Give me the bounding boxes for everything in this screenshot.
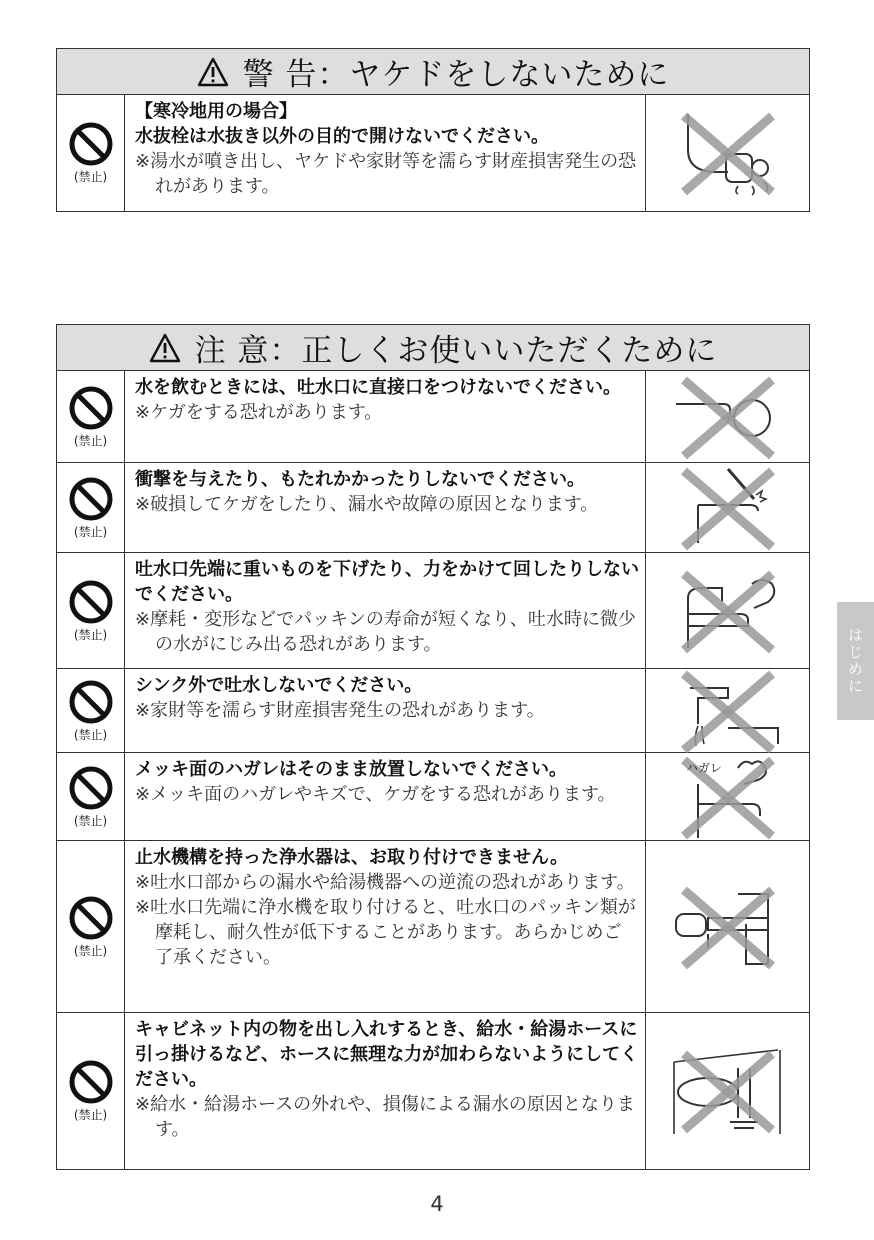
instruction-heading: メッキ面のハガレはそのまま放置しないでください。	[135, 759, 567, 780]
page-number: 4	[430, 1192, 444, 1216]
prohibition-icon	[68, 895, 114, 941]
caution-row	[57, 1013, 809, 1169]
prohibition-icon-cell	[57, 1013, 125, 1169]
outside-sink-prohibited-illustration	[668, 668, 788, 754]
section-side-tab[interactable]: はじめに	[837, 602, 874, 720]
instruction-text	[125, 95, 645, 211]
illustration-cell	[645, 841, 809, 1012]
illustration-cell	[645, 371, 809, 462]
prohibition-icon-cell	[57, 371, 125, 462]
prohibition-icon	[68, 385, 114, 431]
prohibition-icon-cell	[57, 463, 125, 552]
caution-header-text: 注 意：正しくお使いいただくために	[194, 333, 718, 369]
caution-row	[57, 463, 809, 553]
caution-triangle-icon	[149, 333, 181, 363]
prohibited-label: (禁止)	[73, 943, 108, 958]
caution-row	[57, 553, 809, 669]
warning-triangle-icon	[197, 57, 229, 87]
prohibition-icon-cell	[57, 669, 125, 752]
illustration-cell	[645, 95, 809, 211]
instruction-note: ※湯水が噴き出し、ヤケドや家財等を濡らす財産損害発生の恐れがあります。	[135, 151, 637, 197]
caution-box	[56, 324, 810, 1170]
instruction-note: ※破損してケガをしたり、漏水や故障の原因となります。	[135, 494, 599, 515]
caution-row	[57, 753, 809, 841]
prohibition-icon-cell	[57, 841, 125, 1012]
drinking-from-spout-prohibited-illustration	[668, 374, 788, 460]
illustration-cell	[645, 669, 809, 752]
instruction-heading: 水抜栓は水抜き以外の目的で開けないでください。	[135, 126, 549, 147]
illustration-cell	[645, 553, 809, 668]
hanging-weight-prohibited-illustration	[668, 568, 788, 654]
prohibited-label: (禁止)	[73, 813, 108, 828]
instruction-note: ※吐水口部からの漏水や給湯機器への逆流の恐れがあります。	[135, 872, 635, 893]
prohibition-icon	[68, 765, 114, 811]
prohibition-icon	[68, 476, 114, 522]
warning-box	[56, 48, 810, 212]
prohibition-icon-cell	[57, 95, 125, 211]
instruction-text	[125, 669, 645, 752]
instruction-heading: 水を飲むときには、吐水口に直接口をつけないでください。	[135, 377, 621, 398]
instruction-text	[125, 463, 645, 552]
prohibition-icon	[68, 121, 114, 167]
caution-row	[57, 841, 809, 1013]
instruction-text	[125, 553, 645, 668]
caution-header	[57, 325, 809, 371]
caution-row	[57, 371, 809, 463]
prohibited-label: (禁止)	[73, 1108, 108, 1122]
prohibition-icon	[68, 579, 114, 625]
instruction-note: ※摩耗・変形などでパッキンの寿命が短くなり、吐水時に微少の水がにじみ出る恐れがあります。	[135, 609, 636, 655]
warning-row	[57, 95, 809, 211]
instruction-heading: 【寒冷地用の場合】	[135, 101, 297, 122]
water-purifier-prohibited-illustration	[668, 884, 788, 970]
prohibition-icon-cell	[57, 753, 125, 840]
instruction-note: ※給水・給湯ホースの外れや、損傷による漏水の原因となります。	[135, 1094, 635, 1140]
prohibition-icon-cell	[57, 553, 125, 668]
impact-prohibited-illustration	[668, 465, 788, 551]
prohibited-label: (禁止)	[73, 524, 108, 539]
instruction-heading: キャビネット内の物を出し入れするとき、給水・給湯ホースに引っ掛けるなど、ホースに無理な力が加わらないようにしてください。	[135, 1019, 639, 1090]
warning-header-text: 警 告：ヤケドをしないために	[242, 57, 670, 93]
instruction-heading: 止水機構を持った浄水器は、お取り付けできません。	[135, 847, 569, 868]
prohibition-icon	[68, 679, 114, 725]
instruction-note: ※ケガをする恐れがあります。	[135, 402, 383, 423]
prohibited-label: (禁止)	[73, 170, 108, 184]
prohibited-label: (禁止)	[73, 433, 108, 448]
instruction-heading: 衝撃を与えたり、もたれかかったりしないでください。	[135, 469, 585, 490]
instruction-text	[125, 1013, 645, 1169]
instruction-note: ※メッキ面のハガレやキズで、ケガをする恐れがあります。	[135, 784, 616, 805]
illustration-cell	[645, 463, 809, 552]
warning-header	[57, 49, 809, 95]
prohibited-label: (禁止)	[73, 727, 108, 742]
illustration-cell	[645, 1013, 809, 1169]
caution-row	[57, 669, 809, 753]
instruction-text	[125, 753, 645, 840]
prohibited-label: (禁止)	[73, 627, 108, 642]
illustration-cell	[645, 753, 809, 840]
instruction-heading: シンク外で吐水しないでください。	[135, 675, 423, 696]
instruction-note: ※家財等を濡らす財産損害発生の恐れがあります。	[135, 700, 545, 721]
prohibition-icon	[68, 1059, 114, 1105]
illustration-label: ハガレ	[686, 761, 723, 775]
drain-valve-prohibited-illustration	[668, 110, 788, 196]
instruction-note: ※吐水口先端に浄水機を取り付けると、吐水口のパッキン類が摩耗し、耐久性が低下することがあります。あらかじめご了承ください。	[135, 897, 636, 968]
instruction-text	[125, 841, 645, 1012]
instruction-text	[125, 371, 645, 462]
hose-strain-prohibited-illustration	[668, 1048, 788, 1134]
instruction-heading: 吐水口先端に重いものを下げたり、力をかけて回したりしないでください。	[135, 559, 639, 605]
